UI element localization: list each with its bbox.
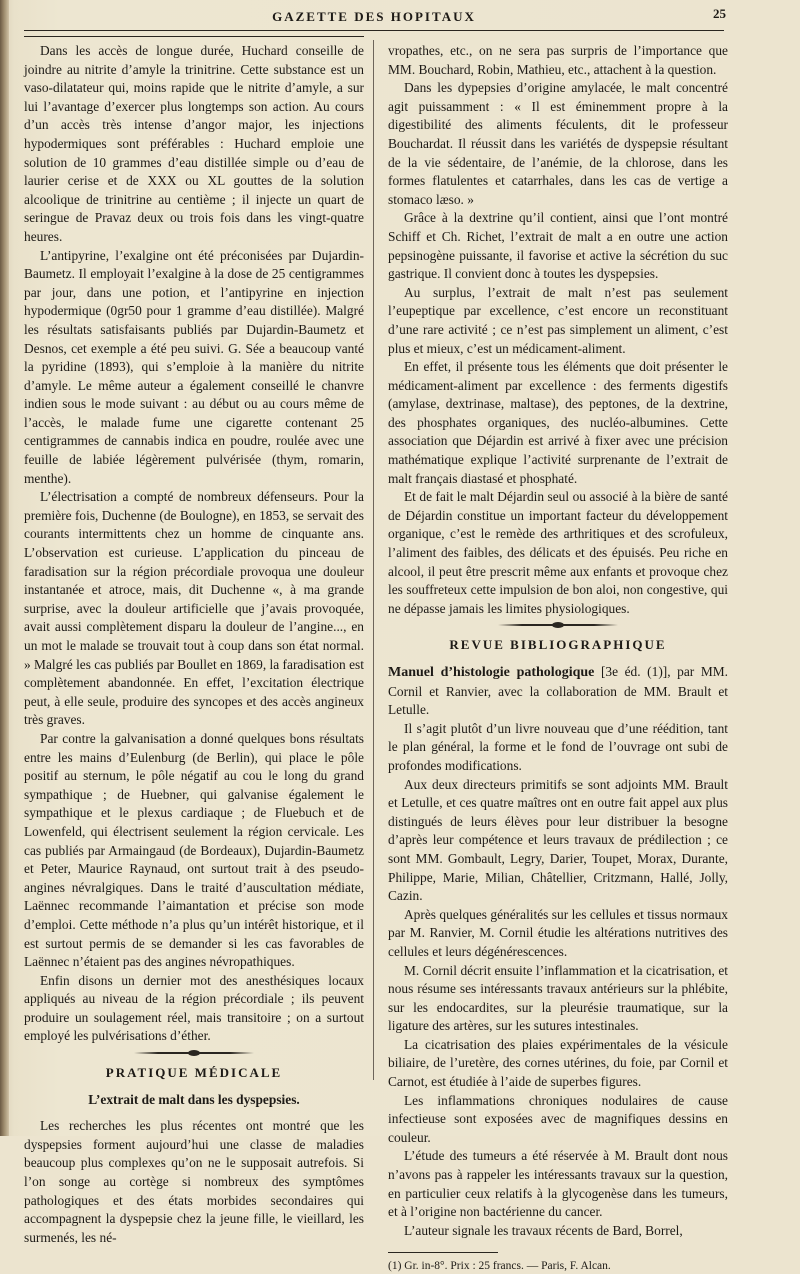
section-divider-ornament	[134, 1052, 254, 1054]
book-citation-details: [3e éd. (1)], par MM. Cornil et Ranvier, avec la collaboration de MM. Brault et Letulle.	[388, 664, 728, 718]
paragraph: La cicatrisation des plaies expérimentales de la vésicule biliaire, de l’uretère, des cornes utérines, du foie, par Cornil et Carnot, est étudiée à l’aide de superbes figures.	[388, 1036, 728, 1090]
column-divider	[373, 40, 374, 1080]
paragraph: Grâce à la dextrine qu’il contient, ainsi que l’ont montré Schiff et Ch. Richet, l’extrait de malt a en outre une action pepsinogène puissante, il favorise et active la sécrétion du suc gastrique. Il convient donc à toutes les dyspepsies.	[388, 210, 728, 282]
paragraph: Dans les dypepsies d’origine amylacée, le malt concentré agit puissamment : « Il est éminemment propre à la digestibilité des aliments féculents, dit le professeur Bouchardat. Il réussit dans les variétés de dyspepsie résultant de la vie sédentaire, de l’anémie, de la chlorose, dans les formes flatulentes et catarrhales, dans les cas de vertige a stomaco læso. »	[388, 80, 728, 207]
paragraph: M. Cornil décrit ensuite l’inflammation et la cicatrisation, et nous résume ses intéressants travaux antérieurs sur la phlébite, sur les endocardites, sur la pleurésie traumatique, sur la ligature des artères, sur les sutures intestinales.	[388, 962, 728, 1034]
left-column	[24, 42, 364, 1247]
book-citation	[388, 663, 728, 720]
running-head	[24, 4, 724, 31]
paragraph: En effet, il présente tous les éléments que doit présenter le médicament-aliment par excellence : des ferments digestifs (amylase, dextrinase, maltase), des peptones, de la dextrine, des phosphates organiques, des nucléo-albumines. Cette association que Déjardin est arrivé à fixer avec une précision mathématique explique l’activité surprenante de l’extrait de malt français diastasé et phosphaté.	[388, 359, 728, 486]
paragraph: Aux deux directeurs primitifs se sont adjoints MM. Brault et Letulle, et ces quatre maîtres ont en outre fait appel aux plus distingués de leurs élèves pour leur distribuer la besogne d’après leur compétence et leurs travaux de prédilection ; ce sont MM. Gombault, Legry, Darier, Toupet, Morax, Durante, Philippe, Marie, Milian, Châtellier, Critzmann, Hallé, Jolly, Cazin.	[388, 776, 728, 904]
footnote: (1) Gr. in-8°. Prix : 25 francs. — Paris, F. Alcan.	[388, 1260, 611, 1273]
paragraph: Et de fait le malt Déjardin seul ou associé à la bière de santé de Déjardin constitue un important facteur du développement organique, c’est le remède des arthritiques et des scrofuleux, l’aliment des faibles, des délicats et des épuisés. Peu riche en alcool, il peut être prescrit même aux enfants et provoque chez les souffreteux cette impulsion de bon aloi, non congestive, qui ne dépasse jamais les limites physiologiques.	[388, 489, 728, 616]
paragraph: Les inflammations chroniques nodulaires de cause infectieuse sont exposées avec de magnifiques dessins en couleur.	[388, 1092, 728, 1145]
paragraph: vropathes, etc., on ne sera pas surpris de l’importance que MM. Bouchard, Robin, Mathieu, etc., attachent à la question.	[388, 43, 728, 77]
column-top-rule	[24, 36, 364, 37]
paragraph: Après quelques généralités sur les cellules et tissus normaux par M. Ranvier, M. Cornil étudie les altérations nutritives des cellules et leurs dégénérescences.	[388, 906, 728, 959]
paragraph: Les recherches les plus récentes ont montré que les dyspepsies forment aujourd’hui une classe de maladies beaucoup plus complexes qu’on ne le supposait autrefois. Si l’on songe au cortège si nombreux des symptômes pathologiques et des états morbides secondaires qui accompagnent la dyspepsie chez la jeune fille, le vieillard, les surmenés, les né-	[24, 1118, 364, 1245]
paragraph: L’auteur signale les travaux récents de Bard, Borrel,	[404, 1222, 683, 1238]
book-title: Manuel d’histologie pathologique	[388, 665, 595, 680]
page-binding-edge	[0, 0, 9, 1136]
paragraph: L’antipyrine, l’exalgine ont été préconisées par Dujardin-Baumetz. Il employait l’exalgine à la dose de 25 centigrammes par jour, dans une potion, et l’antipyrine en injection hypodermique (0gr50 pour 1 gramme d’eau distillée). Malgré les résultats satisfaisants publiés par Dujardin-Baumetz et Desnos, cet exemple a été peu suivi. G. Sée a beaucoup vanté la pyridine (1893), qui s’emploie à la manière du nitrite d’amyle. Le même auteur a également conseillé le chanvre indien sous le mode suivant : au début ou au cours même de l’accès, le malade fume une cigarette contenant 25 centigrammes de cannabis indica en poudre, roulée avec une feuille de labiée légèrement pulvérisée (thym, romarin, menthe).	[24, 247, 364, 486]
right-column	[388, 42, 728, 1274]
subsection-title: L’extrait de malt dans les dyspepsies.	[88, 1091, 300, 1107]
section-divider-ornament	[498, 624, 618, 626]
paragraph: Il s’agit plutôt d’un livre nouveau que d’une réédition, tant le plan général, la forme et le fond de l’ouvrage ont subi de profondes modifications.	[388, 720, 728, 773]
paragraph: Au surplus, l’extrait de malt n’est pas seulement l’eupeptique par excellence, c’est encore un reconstituant d’une rare activité ; ce n’est pas simplement un aliment, c’est plus et mieux, c’est un médicament-aliment.	[388, 284, 728, 356]
running-title: GAZETTE DES HOPITAUX	[272, 9, 476, 24]
footnote-rule	[388, 1252, 498, 1253]
paragraph: Enfin disons un dernier mot des anesthésiques locaux appliqués au niveau de la région précordiale ; ils peuvent produire un soulagement réel, mais transitoire ; on a surtout employé les pulvérisations d’éther.	[24, 972, 364, 1044]
paragraph: L’électrisation a compté de nombreux défenseurs. Pour la première fois, Duchenne (de Boulogne), en 1853, se servait des courants intermittents chez un homme de cinquante ans. L’observation est curieuse. L’application du pinceau de faradisation sur la région précordiale provoqua une douleur instantanée et atroce, mais, dit Duchenne «, à ma grande surprise, avec la douleur artificielle que j’avais provoquée, avait aussi complètement disparu la douleur de l’angine..., en un mot le malade se trouvait tout à coup dans son état normal. » Malgré les cas publiés par Boullet en 1869, la faradisation est complètement abandonnée. En effet, l’excitation électrique peut, à elle seule, produire des syncopes et des accès angineux très graves.	[24, 489, 364, 728]
paragraph: L’étude des tumeurs a été réservée à M. Brault dont nous n’avons pas à rappeler les intéressants travaux sur la question, en particulier ceux relatifs à la glycogenèse dans les tumeurs, et à l’origine non bactérienne du cancer.	[388, 1148, 728, 1220]
paragraph: Dans les accès de longue durée, Huchard conseille de joindre au nitrite d’amyle la trinitrine. Cette substance est un vaso-dilatateur qui, moins rapide que le nitrite d’amyle, a sur lui l’avantage d’exercer plus longtemps son action. Au cours d’un accès très intense d’angor major, les injections hypodermiques sont préférables : Huchard emploie une solution de 10 grammes d’eau distillée simple ou d’eau de laurier cerise et de XXX ou XL gouttes de la solution alcoolique de trinitrine au centième ; il injecte un quart de seringue de Pravaz deux ou trois fois dans les vingt-quatre heures.	[24, 43, 364, 244]
page-number: 25	[713, 6, 726, 21]
paragraph: Par contre la galvanisation a donné quelques bons résultats entre les mains d’Eulenburg (de Berlin), qui place le pôle positif au sternum, le pôle négatif au cou le long du grand sympathique ; de Huebner, qui galvanise également le sympathique et le plexus cardiaque ; de Fluebuch et de Lowenfeld, qui électrisent seulement la région cervicale. Les cas publiés par Armaingaud (de Bordeaux), Dujardin-Baumetz et Peter, Maurice Raynaud, ont surtout trait à des pseudo-angines névralgiques. Dans le traité d’auscultation médiate, Laënnec recommande l’aimantation et précise son mode d’emploi. Cette méthode n’a plus qu’un intérêt historique, et il est surtout permis de se demander si les cas favorables de Laënnec n’étaient pas des angines névropathiques.	[24, 730, 364, 970]
section-title: PRATIQUE MÉDICALE	[105, 1065, 283, 1081]
section-title: REVUE BIBLIOGRAPHIQUE	[449, 637, 667, 653]
